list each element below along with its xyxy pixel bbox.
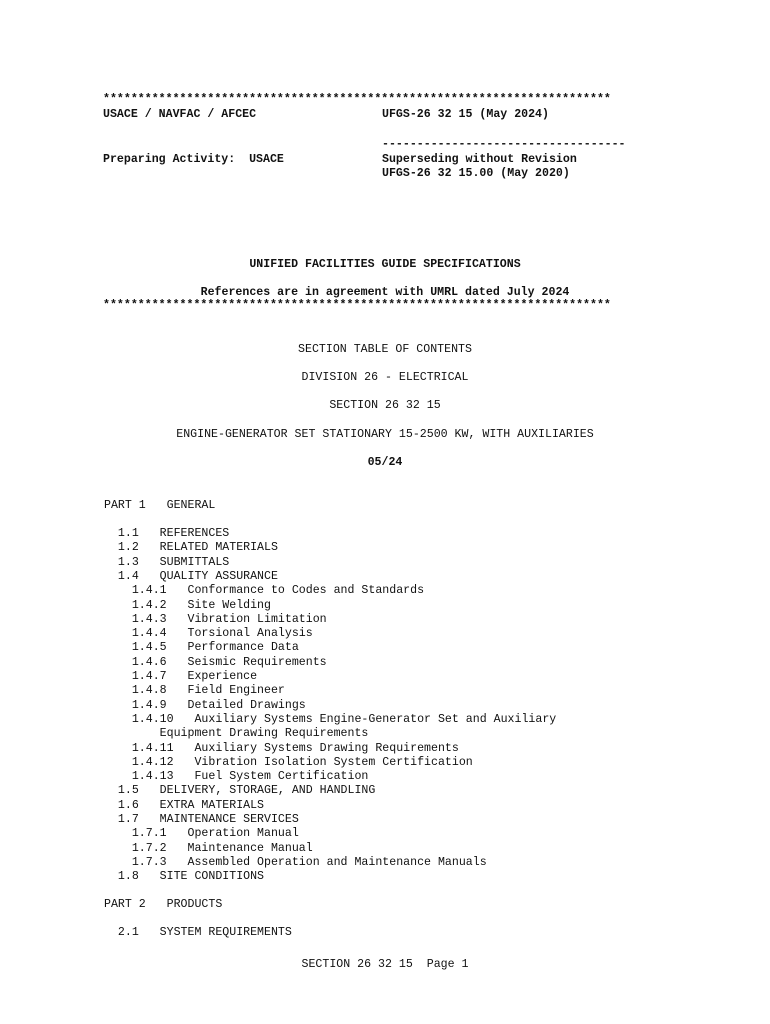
top-star-rule: *************************************************************************: [103, 93, 611, 106]
toc-entry: 1.5 DELIVERY, STORAGE, AND HANDLING: [104, 784, 376, 798]
toc-entry: 1.7.1 Operation Manual: [104, 827, 299, 841]
toc-entry: 2.1 SYSTEM REQUIREMENTS: [104, 926, 292, 939]
superseding-note: Superseding without Revision: [382, 153, 577, 166]
toc-entry: 1.4.10 Auxiliary Systems Engine-Generator Set and Auxiliary: [104, 712, 557, 726]
toc-part-2: PART 2 PRODUCTS: [104, 898, 223, 911]
toc-entry: 1.4.2 Site Welding: [104, 598, 271, 612]
toc-entry: 1.3 SUBMITTALS: [104, 555, 230, 569]
toc-entry: 1.4.13 Fuel System Certification: [104, 770, 369, 784]
toc-entry: 1.4.9 Detailed Drawings: [104, 698, 306, 712]
toc-entry: 1.6 EXTRA MATERIALS: [104, 798, 265, 812]
date-code: 05/24: [367, 456, 403, 469]
toc-entry: 1.4.11 Auxiliary Systems Drawing Requirements: [104, 741, 459, 755]
section-subject: ENGINE-GENERATOR SET STATIONARY 15-2500 KW, WITH AUXILIARIES: [176, 428, 594, 441]
toc-title: SECTION TABLE OF CONTENTS: [298, 343, 472, 356]
page-footer: SECTION 26 32 15 Page 1: [301, 958, 469, 971]
toc-entry: 1.4.8 Field Engineer: [104, 684, 285, 698]
toc-entry: 1.7.2 Maintenance Manual: [104, 841, 313, 855]
toc-part-1: PART 1 GENERAL: [104, 499, 216, 512]
superseded-spec: UFGS-26 32 15.00 (May 2020): [382, 167, 570, 180]
toc-entry: 1.8 SITE CONDITIONS: [104, 870, 265, 884]
toc-entry: 1.4 QUALITY ASSURANCE: [104, 569, 278, 583]
section-number: SECTION 26 32 15: [329, 399, 441, 412]
references-note: References are in agreement with UMRL dated July 2024: [200, 286, 570, 299]
toc-entry: 1.4.12 Vibration Isolation System Certification: [104, 755, 473, 769]
toc-entry: 1.4.3 Vibration Limitation: [104, 612, 327, 626]
toc-entry: 1.4.4 Torsional Analysis: [104, 627, 313, 641]
preparing-activity: Preparing Activity: USACE: [103, 153, 284, 166]
division-title: DIVISION 26 - ELECTRICAL: [301, 371, 469, 384]
main-title: UNIFIED FACILITIES GUIDE SPECIFICATIONS: [249, 258, 521, 271]
toc-entry: 1.4.5 Performance Data: [104, 641, 299, 655]
toc-entry: 1.7 MAINTENANCE SERVICES: [104, 813, 299, 826]
spec-identifier: UFGS-26 32 15 (May 2024): [382, 108, 549, 121]
toc-entry: 1.4.6 Seismic Requirements: [104, 655, 327, 669]
toc-entry: 1.1 REFERENCES: [104, 527, 230, 540]
toc-entry: 1.7.3 Assembled Operation and Maintenance Manuals: [104, 855, 487, 869]
toc-entry: 1.4.1 Conformance to Codes and Standards: [104, 584, 425, 598]
toc-entry: Equipment Drawing Requirements: [104, 727, 369, 741]
bottom-star-rule: *************************************************************************: [103, 299, 611, 312]
organization-label: USACE / NAVFAC / AFCEC: [103, 108, 257, 121]
dash-rule: -----------------------------------: [382, 138, 626, 151]
toc-entry: 1.4.7 Experience: [104, 670, 258, 683]
toc-entry: 1.2 RELATED MATERIALS: [104, 541, 278, 555]
